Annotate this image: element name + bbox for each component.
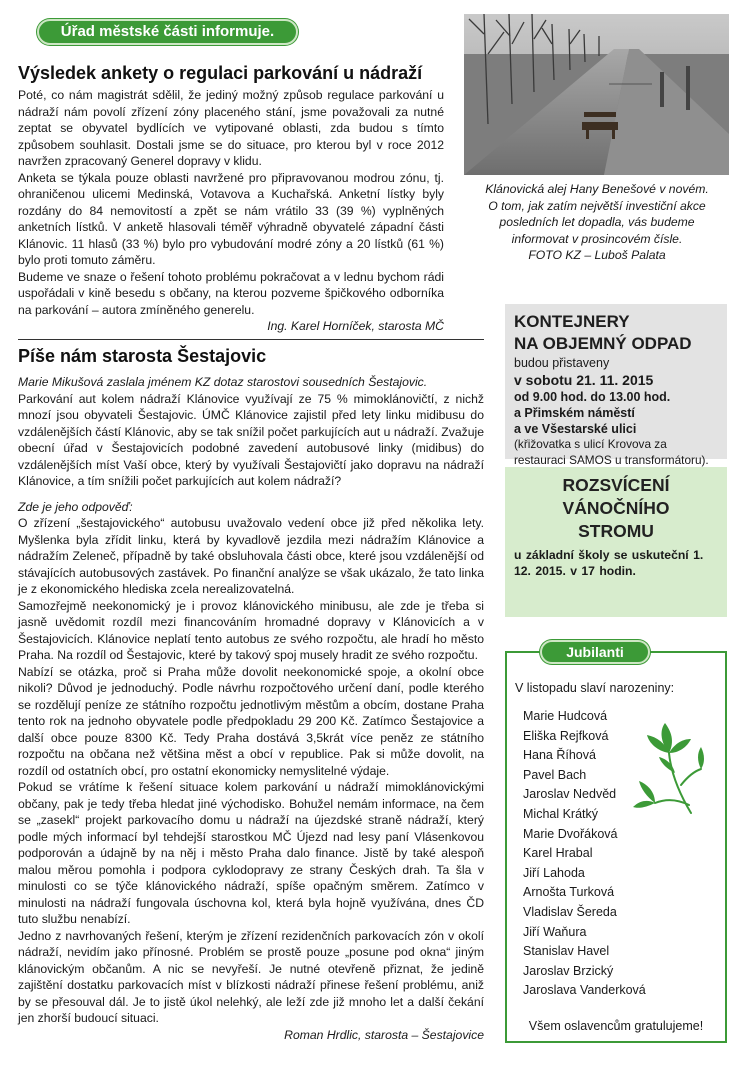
tree-title-3: STROMU [578, 521, 654, 541]
containers-place-2: a ve Všestarské ulici [514, 422, 637, 436]
containers-time: od 9.00 hod. do 13.00 hod. [514, 390, 671, 404]
birthday-name: Jaroslav Brzický [523, 963, 614, 978]
article-1-body [18, 87, 444, 335]
containers-date: v sobotu 21. 11. 2015 [514, 372, 654, 388]
birthday-name: Jiří Waňura [523, 924, 587, 939]
birthday-name: Stanislav Havel [523, 944, 610, 959]
birthday-name: Marie Hudcová [523, 709, 608, 723]
article-1-title: Výsledek ankety o regulaci parkování u nádraží [18, 63, 423, 83]
birthdays-footer: Všem oslavencům gratulujeme! [528, 1019, 704, 1033]
article-1-paragraph: Budeme ve snaze o řešení tohoto problému pokračovat a v lednu bychom rádi uspořádali v kině besedu s občany, na kterou pozveme špičkového odborníka na parkování – autora zmíněného generelu. [18, 269, 444, 317]
birthday-name: Jaroslav Nedvěd [523, 787, 617, 802]
caption-line: informovat v prosincovém čísle. [511, 231, 683, 246]
article-2-answer-label: Zde je jeho odpověď: [18, 499, 133, 514]
article-2-title: Píše nám starosta Šestajovic [18, 346, 267, 366]
article-2-body [18, 374, 484, 1043]
birthday-name: Pavel Bach [523, 767, 587, 782]
article-2-paragraph: O zřízení „šestajovického“ autobusu uvažovalo vedení obce již před několika lety. Myšlenka byla zřídit linku, která by kyvadlově jezdila mezi nádražím Klánovice a nádražím Zeleneč, případně by také obsluhovala části obce, které jsou vzdálenější od stávajících autobusových zastávek. Po finanční analýze se však ukázalo, že tato linka je z ekonomického hlediska zcela nerealizovatelná. [18, 516, 484, 596]
article-1-signature: Ing. Karel Horníček, starosta MČ [267, 319, 444, 333]
containers-title-2: NA OBJEMNÝ ODPAD [514, 334, 692, 353]
tree-title: ROZSVÍCENÍ [562, 475, 670, 495]
article-2-paragraph: Nabízí se otázka, proč si Praha může dovolit neekonomické spoje, a okolní obce nikoli? Důvod je jednoduchý. Podle návrhu rozpočtového určení daní, podle kterého se rozdělují peníze ze státního rozpočtu jednotlivým městům a obcím, dostane Praha tento rok na jednoho obyvatele podle předpokladu 29 200 Kč. Zatímco Šestajovice a další obce pouze 8300 Kč. Tedy Praha dostává 3,5krát více peněz ze státního rozpočtu na občana než většina měst a obcí v republice. Pak si může dovolit, na rozdíl od ostatních obcí, pro ostatní ekonomicky nemyslitelné výdaje. [18, 664, 484, 778]
section-divider [18, 339, 484, 340]
section-tag: Úřad městské části informuje. [37, 19, 298, 45]
christmas-tree-notice [505, 467, 727, 617]
birthdays-list [523, 707, 646, 1001]
alley-photo-image [464, 14, 729, 175]
caption-line: posledních let dopadla, vás budeme [499, 215, 695, 229]
alley-photo [464, 14, 729, 175]
photo-caption [462, 181, 732, 264]
birthdays-box [505, 644, 727, 1043]
tree-title-2: VÁNOČNÍHO [562, 498, 670, 518]
article-1-paragraph: Poté, co nám magistrát sdělil, že jediný možný způsob regulace parkování u nádraží nám povolí zřízení zóny placeného stání, jsme považovali za nutné zeptat se obyvatel bydlících ve vytipované oblasti, zda budou s tímto způsobem souhlasit. Dostali jsme se do situace, pro kterou byl v roce 2012 navržen zpracovaný Generel dopravy v klidu. [18, 88, 444, 168]
caption-line: O tom, jak zatím největší investiční akce [488, 198, 706, 213]
article-2-intro: Marie Mikušová zaslala jménem KZ dotaz starostovi sousedních Šestajovic. [18, 375, 428, 389]
birthday-name: Jaroslava Vanderková [523, 983, 646, 998]
birthday-name: Michal Krátký [523, 806, 599, 821]
caption-line: Klánovická alej Hany Benešové v novém. [485, 182, 709, 196]
article-2-signature: Roman Hrdlic, starosta – Šestajovice [284, 1027, 484, 1042]
article-1-paragraph: Anketa se týkala pouze oblasti navržené pro připravovanou modrou zónu, tj. ohraničenou ulicemi Medinská, Votavova a Kuchařská. Anketní lístky byly rozdány do 84 nemovitostí a zpět se nám vrátilo 33 (39 %) vyplněných anketních lístků. V anketě hlasovali téměř výhradně obyvatelé západní části Klánovic. 11 hlasů (33 %) bylo pro vybudování modré zóny a 20 lístků (61 %) bylo proti tomuto záměru. [18, 170, 444, 267]
birthday-name: Karel Hrabal [523, 846, 593, 861]
birthday-name: Jiří Lahoda [523, 865, 585, 880]
article-2-paragraph: Pokud se vrátíme k řešení situace kolem parkování u nádraží mimoklánovickými občany, pak je tedy třeba hledat jiné východisko. Bohužel nemám informace, na čem se „zasekl“ projekt parkovacího domu u nádraží na újezdské straně nádraží, který podle mých informací byl tehdejší starostkou MČ Újezd nad lesy paní Vlásenkovou podporován a údajně by na něj i město Praha dalo finance. Jistě by také alespoň malou měrou pomohla i podpora cyklodopravy ze strany Českých drah. Ta šla v minulosti co se týče klánovického nádraží, spíše opačným směrem. Zatímco v minulosti na nádraží fungovala úschovna kol, která byla hojně využívána, dnes ČD tuto službu nenabízí. [18, 780, 484, 926]
birthday-name: Vladislav Šereda [523, 904, 617, 919]
birthday-name: Hana Říhová [523, 748, 596, 763]
article-2-paragraph: Samozřejmě neekonomický je i provoz klánovického minibusu, ale zde je třeba si jasně uvědomit rozdíl mezi financováním hromadné dopravy v Klánovicích a v Šestajovicích. Klánovice neplatí tento autobus ze svého rozpočtu, ale hradí ho město Praha. Na rozdíl od Šestajovic, které by takový spoj musely hradit ze svého rozpočtu. [18, 598, 484, 662]
containers-note: (křižovatka s ulicí Krovova za restauraci SAMOS u transformátoru). [514, 437, 709, 467]
birthday-name: Marie Dvořáková [523, 826, 618, 841]
birthdays-intro: V listopadu slaví narozeniny: [515, 681, 675, 695]
birthday-name: Arnošta Turková [523, 885, 615, 900]
containers-sub: budou přistaveny [514, 356, 610, 370]
flower-icon [631, 713, 707, 823]
article-2-paragraph: Jedno z navrhovaných řešení, kterým je zřízení rezidenčních parkovacích zón v okolí nádraží, nevidím jako přínosné. Problém se prostě pouze „posune pod okna“ jiným klánovickým občanům. A nic se nevyřeší. Je nutné otevřeně přiznat, že jedině zajištění dostatku parkovacích míst v blízkosti nádraží přinese řešení problému, aniž by se přesouval dál. Je to jistě úkol nelehký, ale leží zde již mnoho let a další čekání jen zhorší budoucí situaci. [18, 928, 484, 1025]
containers-notice [505, 304, 727, 467]
birthdays-tag: Jubilanti [540, 640, 650, 664]
caption-credit: FOTO KZ – Luboš Palata [528, 248, 666, 262]
tree-text: u základní školy se uskuteční 1. 12. 2015. v 17 hodin. [514, 548, 704, 578]
article-2-question: Parkování aut kolem nádraží Klánovice využívají ze 75 % mimoklánovičtí, z nichž mnozí jsou obyvateli Šestajovic. ÚMČ Klánovice zajistil před lety linku midibusu do vzdálenějších částí Klánovic, aby se tak snížil počet parkujících aut u nádraží. Zvažuje obecní úřad v Šestajovicích podobné zavedení autobusové linky (midibus) do vzdálenějších míst Vaší obce, který by využívali Šestajovičtí jako dopravu na nádraží Klánovice, a tím snížili počet parkujících aut kolem nádraží? [18, 391, 484, 488]
containers-title: KONTEJNERY [514, 312, 630, 331]
containers-place-1: a Přimském náměstí [514, 406, 635, 420]
birthday-name: Eliška Rejfková [523, 728, 609, 743]
